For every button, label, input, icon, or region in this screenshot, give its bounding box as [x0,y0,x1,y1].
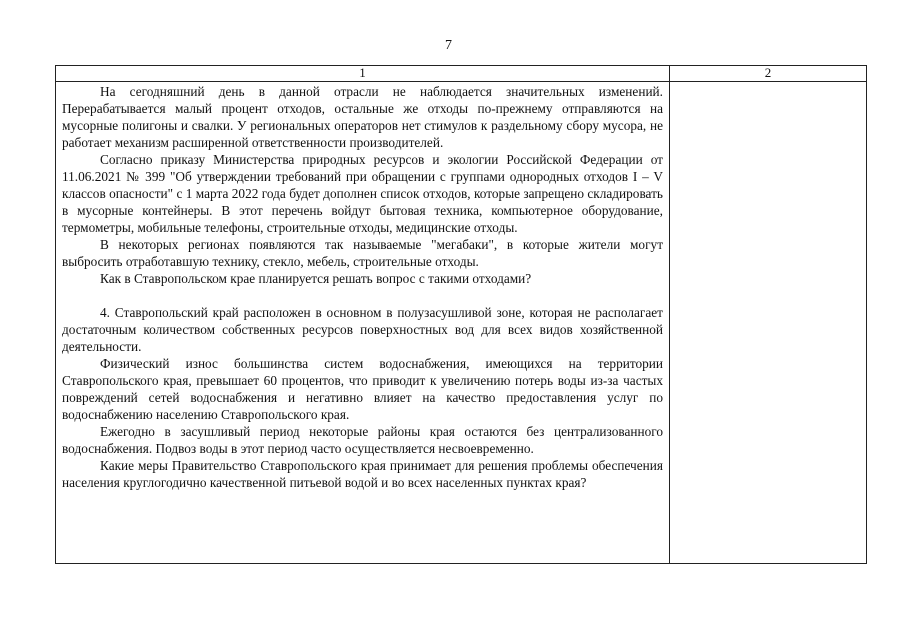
paragraph: На сегодняшний день в данной отрасли не наблюдается значительных изменений. Перерабатывается малый процент отходов, остальные же отходы по-прежнему отправляются на мусорные полигоны и свалки. У региональных операторов нет стимулов к раздельному сбору мусора, не работает механизм расширенной ответственности производителей. [62,84,663,150]
page-number: 7 [445,38,452,53]
paragraph: Согласно приказу Министерства природных ресурсов и экологии Российской Федерации от 11.06.2021 № 399 "Об утверждении требований при обращении с группами однородных отходов I – V классов опасности" с 1 марта 2022 года будет дополнен список отходов, которые запрещено складировать в мусорные контейнеры. В этот перечень войдут бытовая техника, компьютерное оборудование, термометры, мобильные телефоны, строительные отходы, медицинские отходы. [62,152,663,235]
paragraph: Ежегодно в засушливый период некоторые районы края остаются без централизованного водоснабжения. Подвоз воды в этот период часто осуществляется несвоевременно. [62,424,663,456]
paragraph: Как в Ставропольском крае планируется решать вопрос с такими отходами? [100,271,532,286]
column-header-1: 1 [56,66,670,82]
paragraph: Физический износ большинства систем водоснабжения, имеющихся на территории Ставропольского края, превышает 60 процентов, что приводит к увеличению потерь воды из-за частых повреждений сетей водоснабжения и негативно влияет на качество предоставления услуг по водоснабжению населению Ставропольского края. [62,356,663,422]
table-header-row [56,66,867,82]
column-header-2: 2 [670,66,867,82]
paragraph: 4. Ставропольский край расположен в основном в полузасушливой зоне, которая не располагает достаточным количеством собственных ресурсов поверхностных вод для всех видов хозяйственной деятельности. [62,305,663,354]
table-row [56,82,867,564]
question-cell [56,82,670,564]
paragraph: В некоторых регионах появляются так называемые "мегабаки", в которые жители могут выбросить отработавшую технику, стекло, мебель, строительные отходы. [62,237,663,269]
document-table [55,65,867,564]
answer-cell [670,82,867,564]
question-text [56,82,669,491]
paragraph: Какие меры Правительство Ставропольского края принимает для решения проблемы обеспечения населения круглогодично качественной питьевой водой и во всех населенных пунктах края? [62,458,663,490]
